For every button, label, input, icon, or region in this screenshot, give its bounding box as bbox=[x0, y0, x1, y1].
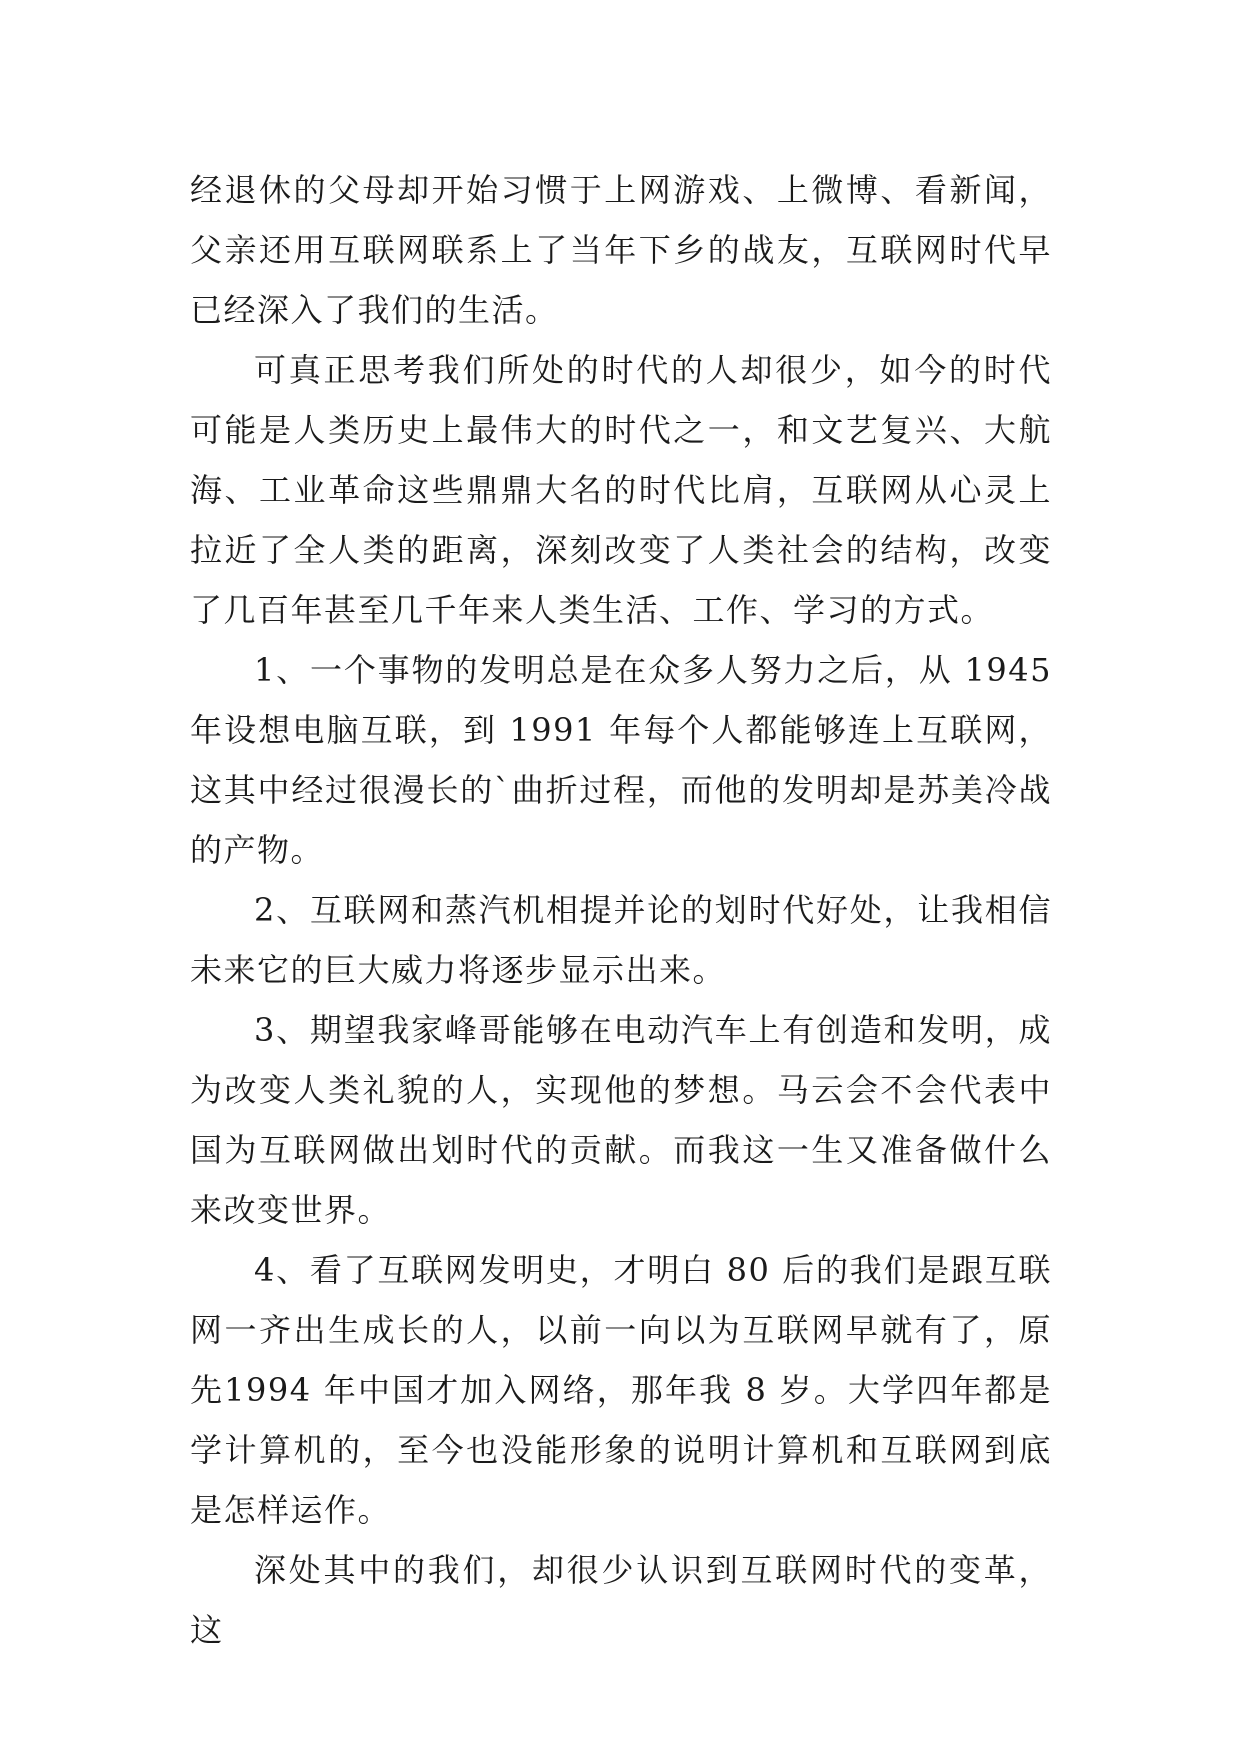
paragraph-6: 4、看了互联网发明史，才明白 80 后的我们是跟互联网一齐出生成长的人，以前一向以为互联网早就有了，原先1994 年中国才加入网络，那年我 8 岁。大学四年都是学计算机的，至今也没能形象的说明计算机和互联网到底是怎样运作。 bbox=[190, 1251, 1052, 1529]
paragraph-1: 经退休的父母却开始习惯于上网游戏、上微博、看新闻，父亲还用互联网联系上了当年下乡的战友，互联网时代早已经深入了我们的生活。 bbox=[190, 171, 1052, 329]
paragraph-5: 3、期望我家峰哥能够在电动汽车上有创造和发明，成为改变人类礼貌的人，实现他的梦想。马云会不会代表中国为互联网做出划时代的贡献。而我这一生又准备做什么来改变世界。 bbox=[190, 1011, 1052, 1229]
paragraph-4: 2、互联网和蒸汽机相提并论的划时代好处，让我相信未来它的巨大威力将逐步显示出来。 bbox=[190, 891, 1052, 989]
paragraph-7: 深处其中的我们，却很少认识到互联网时代的变革，这 bbox=[190, 1551, 1052, 1649]
document-body bbox=[190, 160, 1052, 1660]
paragraph-3: 1、一个事物的发明总是在众多人努力之后，从 1945 年设想电脑互联，到 1991 年每个人都能够连上互联网，这其中经过很漫长的`曲折过程，而他的发明却是苏美冷战的产物。 bbox=[190, 651, 1052, 869]
paragraph-2: 可真正思考我们所处的时代的人却很少，如今的时代可能是人类历史上最伟大的时代之一，和文艺复兴、大航海、工业革命这些鼎鼎大名的时代比肩，互联网从心灵上拉近了全人类的距离，深刻改变了人类社会的结构，改变了几百年甚至几千年来人类生活、工作、学习的方式。 bbox=[190, 351, 1052, 629]
